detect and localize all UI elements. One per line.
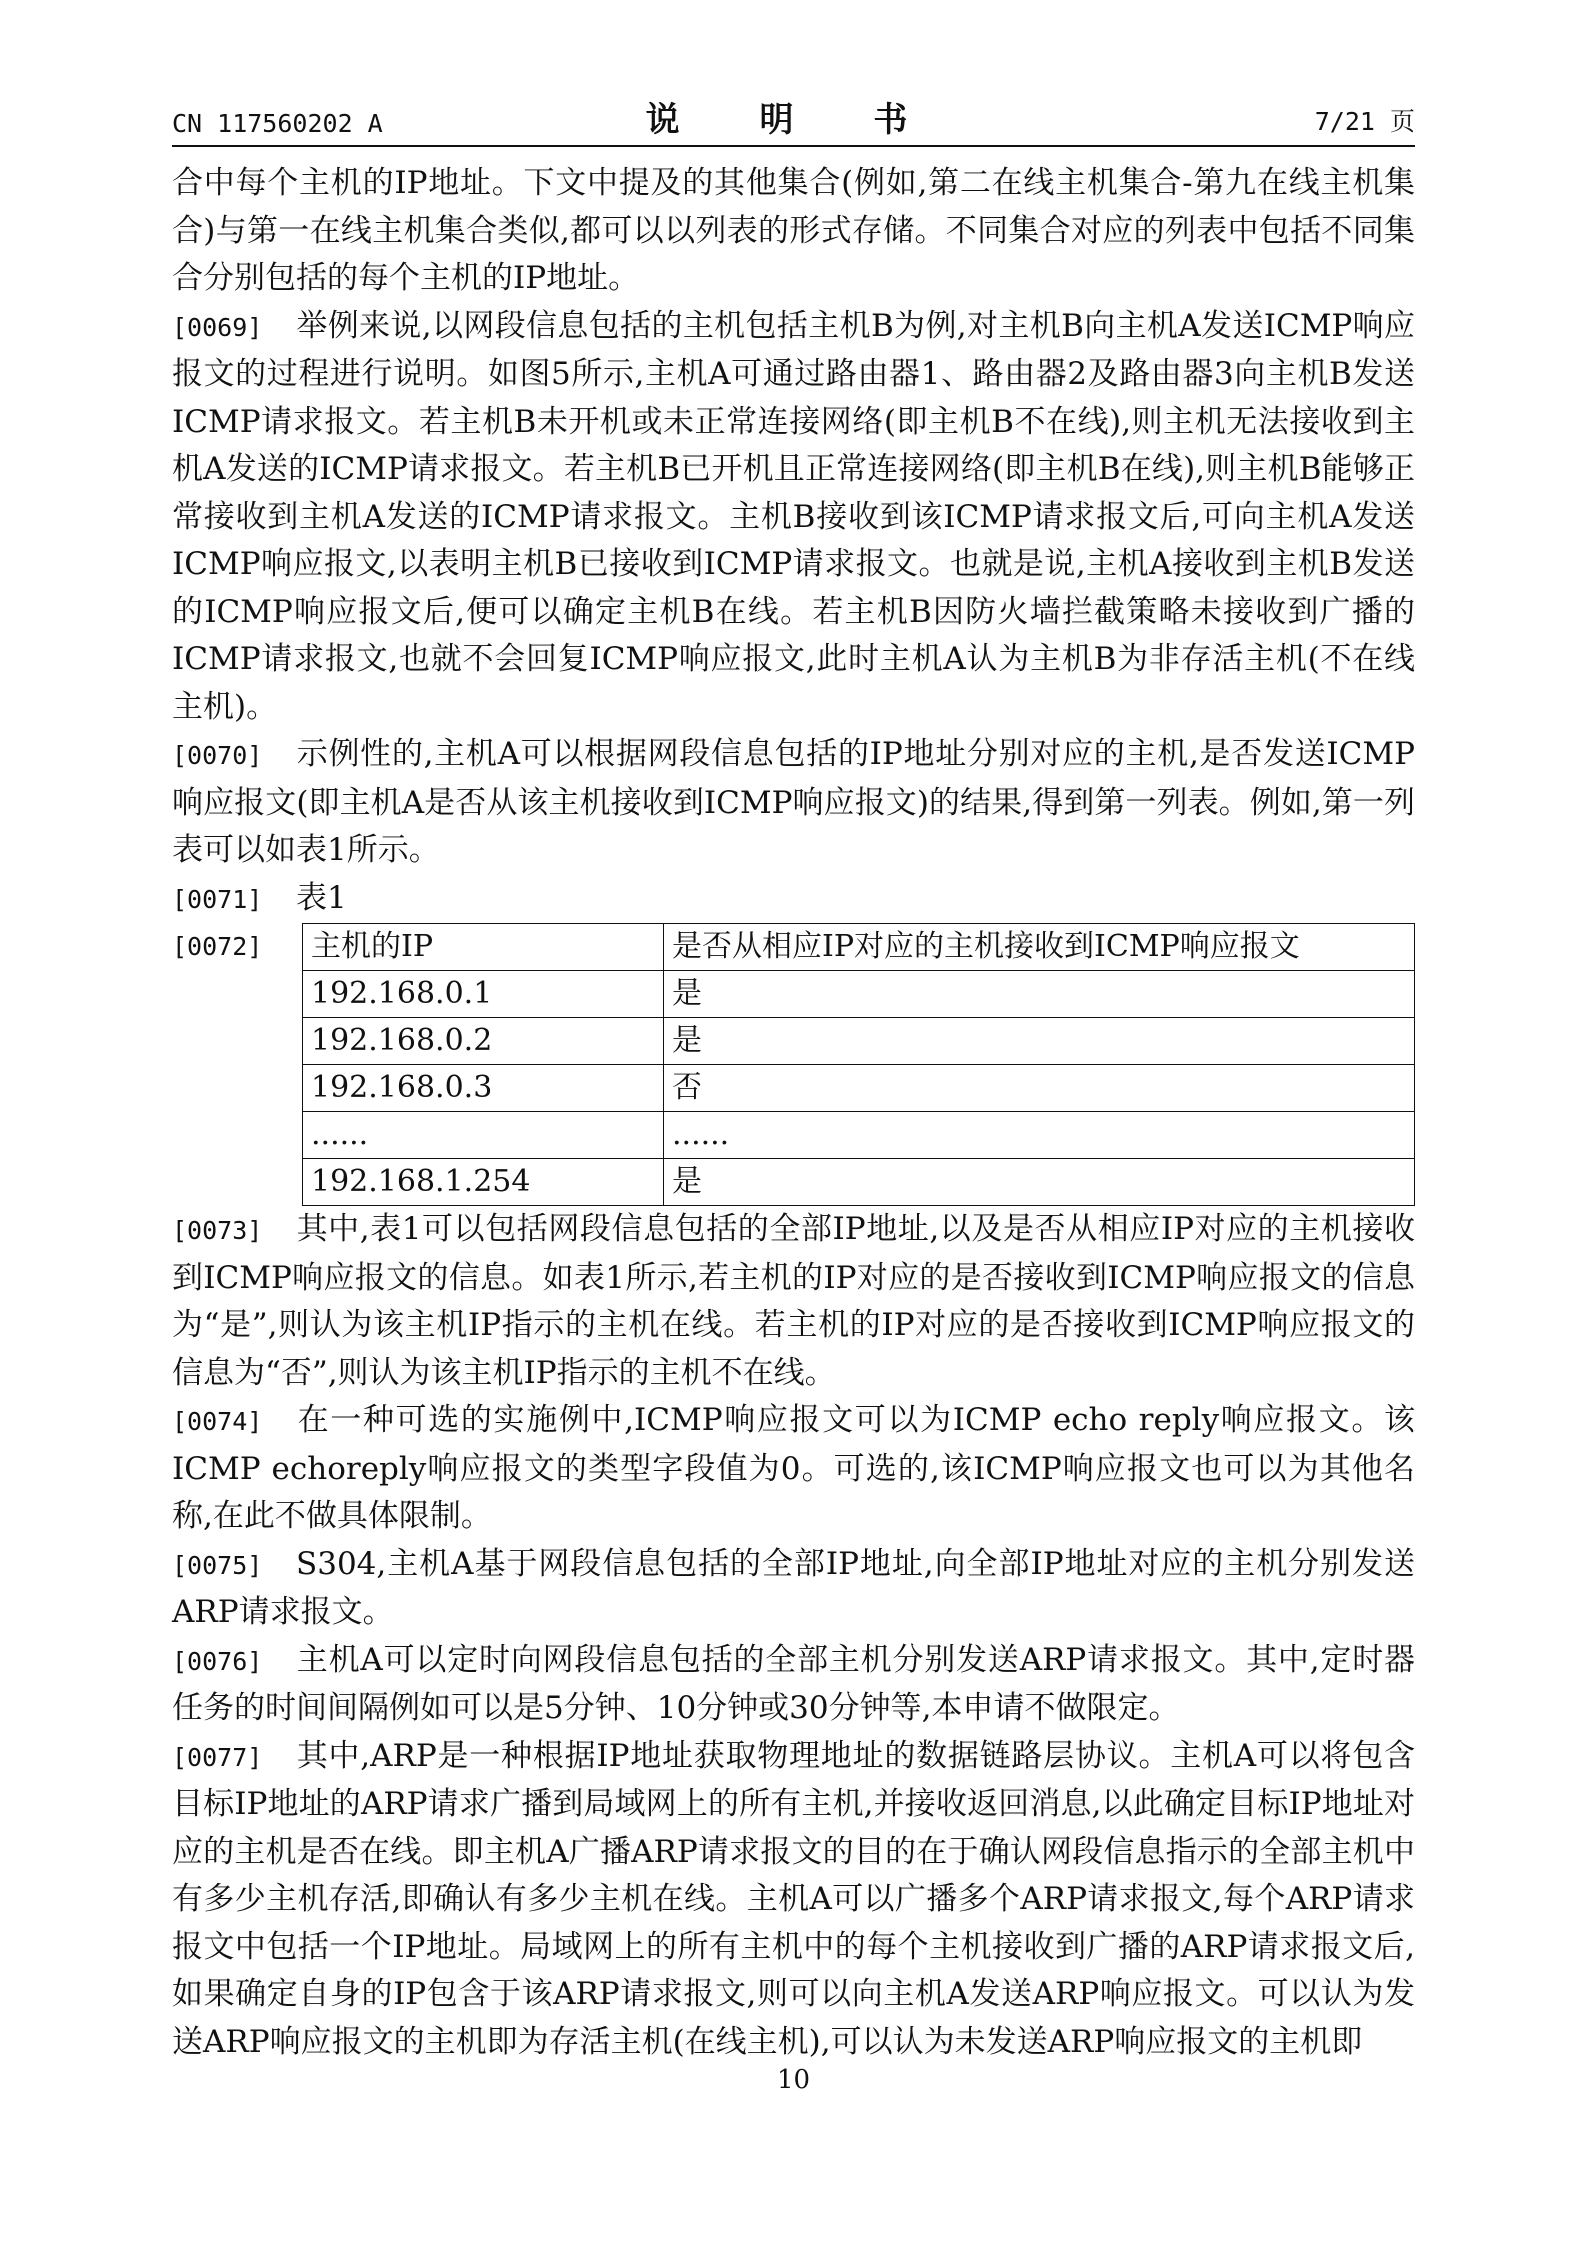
paragraph-number: [0072] [172,932,263,961]
paragraph-number: [0077] [172,1742,263,1772]
paragraph-number: [0074] [172,1407,263,1436]
paragraph-0070 [172,731,1415,875]
paragraph-text: 其中,表1可以包括网段信息包括的全部IP地址,以及是否从相应IP对应的主机接收到ICMP响应报文的信息。如表1所示,若主机的IP对应的是否接收到ICMP响应报文的信息为“是”,则认为该主机IP指示的主机在线。若主机的IP对应的是否接收到ICMP响应报文的信息为“否”,则认为该主机IP指示的主机不在线。 [172,1211,1415,1391]
paragraph-0074 [172,1397,1415,1541]
paragraph-0076 [172,1637,1415,1733]
paragraph-text: 示例性的,主机A可以根据网段信息包括的IP地址分别对应的主机,是否发送ICMP响应报文(即主机A是否从该主机接收到ICMP响应报文)的结果,得到第一列表。例如,第一列表可以如表1所示。 [172,736,1415,868]
document-number: CN 117560202 A [172,109,383,138]
paragraph-number: [0071] [172,884,263,914]
paragraph-number: [0076] [172,1646,263,1676]
paragraph-number: [0070] [172,741,263,770]
table-row [303,1159,1415,1206]
table-cell-status: 是 [664,971,1415,1018]
table-row [303,1112,1415,1159]
paragraph-intro: 合中每个主机的IP地址。下文中提及的其他集合(例如,第二在线主机集合-第九在线主机集合)与第一在线主机集合类似,都可以以列表的形式存储。不同集合对应的列表中包括不同集合分别包括的每个主机的IP地址。 [172,165,1415,296]
document-body [172,160,1415,2066]
page-indicator: 7/21 页 [1314,107,1415,136]
page-header [172,92,1415,142]
paragraph-number: [0073] [172,1216,263,1245]
paragraph-text: 举例来说,以网段信息包括的主机包括主机B为例,对主机B向主机A发送ICMP响应报文的过程进行说明。如图5所示,主机A可通过路由器1、路由器2及路由器3向主机B发送ICMP请求报文。若主机B未开机或未正常连接网络(即主机B不在线),则主机无法接收到主机A发送的ICMP请求报文。若主机B已开机且正常连接网络(即主机B在线),则主机B能够正常接收到主机A发送的ICMP请求报文。主机B接收到该ICMP请求报文后,可向主机A发送ICMP响应报文,以表明主机B已接收到ICMP请求报文。也就是说,主机A接收到主机B发送的ICMP响应报文后,便可以确定主机B在线。若主机B因防火墙拦截策略未接收到广播的ICMP请求报文,也就不会回复ICMP响应报文,此时主机A认为主机B为非存活主机(不在线主机)。 [172,307,1415,725]
paragraph-text: 其中,ARP是一种根据IP地址获取物理地址的数据链路层协议。主机A可以将包含目标IP地址的ARP请求广播到局域网上的所有主机,并接收返回消息,以此确定目标IP地址对应的主机是否在线。即主机A广播ARP请求报文的目的在于确认网段信息指示的全部主机中有多少主机存活,即确认有多少主机在线。主机A可以广播多个ARP请求报文,每个ARP请求报文中包括一个IP地址。局域网上的所有主机中的每个主机接收到广播的ARP请求报文后,如果确定自身的IP包含于该ARP请求报文,则可以向主机A发送ARP响应报文。可以认为发送ARP响应报文的主机即为存活主机(在线主机),可以认为未发送ARP响应报文的主机即 [172,1737,1415,2060]
table-header-cell: 主机的IP [303,924,664,971]
document-title: 说 明 书 [645,100,942,140]
table-cell-status: 否 [664,1065,1415,1112]
table-row [303,1065,1415,1112]
table-cell-ip: ...... [303,1112,664,1159]
host-icmp-table [302,923,1415,1206]
table-cell-ip: 192.168.0.3 [303,1065,664,1112]
paragraph-0071 [172,875,1415,924]
paragraph-text: S304,主机A基于网段信息包括的全部IP地址,向全部IP地址对应的主机分别发送ARP请求报文。 [172,1545,1415,1630]
table-cell-status: 是 [664,1159,1415,1206]
table-cell-ip: 192.168.1.254 [303,1159,664,1206]
table-cell-ip: 192.168.0.2 [303,1018,664,1065]
paragraph-0069 [172,303,1415,732]
table-caption: 表1 [296,879,347,916]
page-number: 10 [776,2065,811,2095]
paragraph-number: [0069] [172,312,263,342]
table-cell-ip: 192.168.0.1 [303,971,664,1018]
table-cell-status: 是 [664,1018,1415,1065]
table-header-row [303,924,1415,971]
paragraph-text: 主机A可以定时向网段信息包括的全部主机分别发送ARP请求报文。其中,定时器任务的时间间隔例如可以是5分钟、10分钟或30分钟等,本申请不做限定。 [172,1641,1415,1726]
table-cell-status: ...... [664,1112,1415,1159]
paragraph-number: [0075] [172,1550,263,1580]
paragraph-0075 [172,1541,1415,1637]
table-block [172,923,1415,1206]
paragraph-0073 [172,1206,1415,1397]
table-row [303,1018,1415,1065]
header-divider [172,145,1415,147]
table-row [303,971,1415,1018]
paragraph-text: 在一种可选的实施例中,ICMP响应报文可以为ICMP echo reply响应报文。该ICMP echoreply响应报文的类型字段值为0。可选的,该ICMP响应报文也可以为其他名称,在此不做具体限制。 [172,1402,1415,1534]
table-header-cell: 是否从相应IP对应的主机接收到ICMP响应报文 [664,924,1415,971]
paragraph-0077 [172,1733,1415,2067]
